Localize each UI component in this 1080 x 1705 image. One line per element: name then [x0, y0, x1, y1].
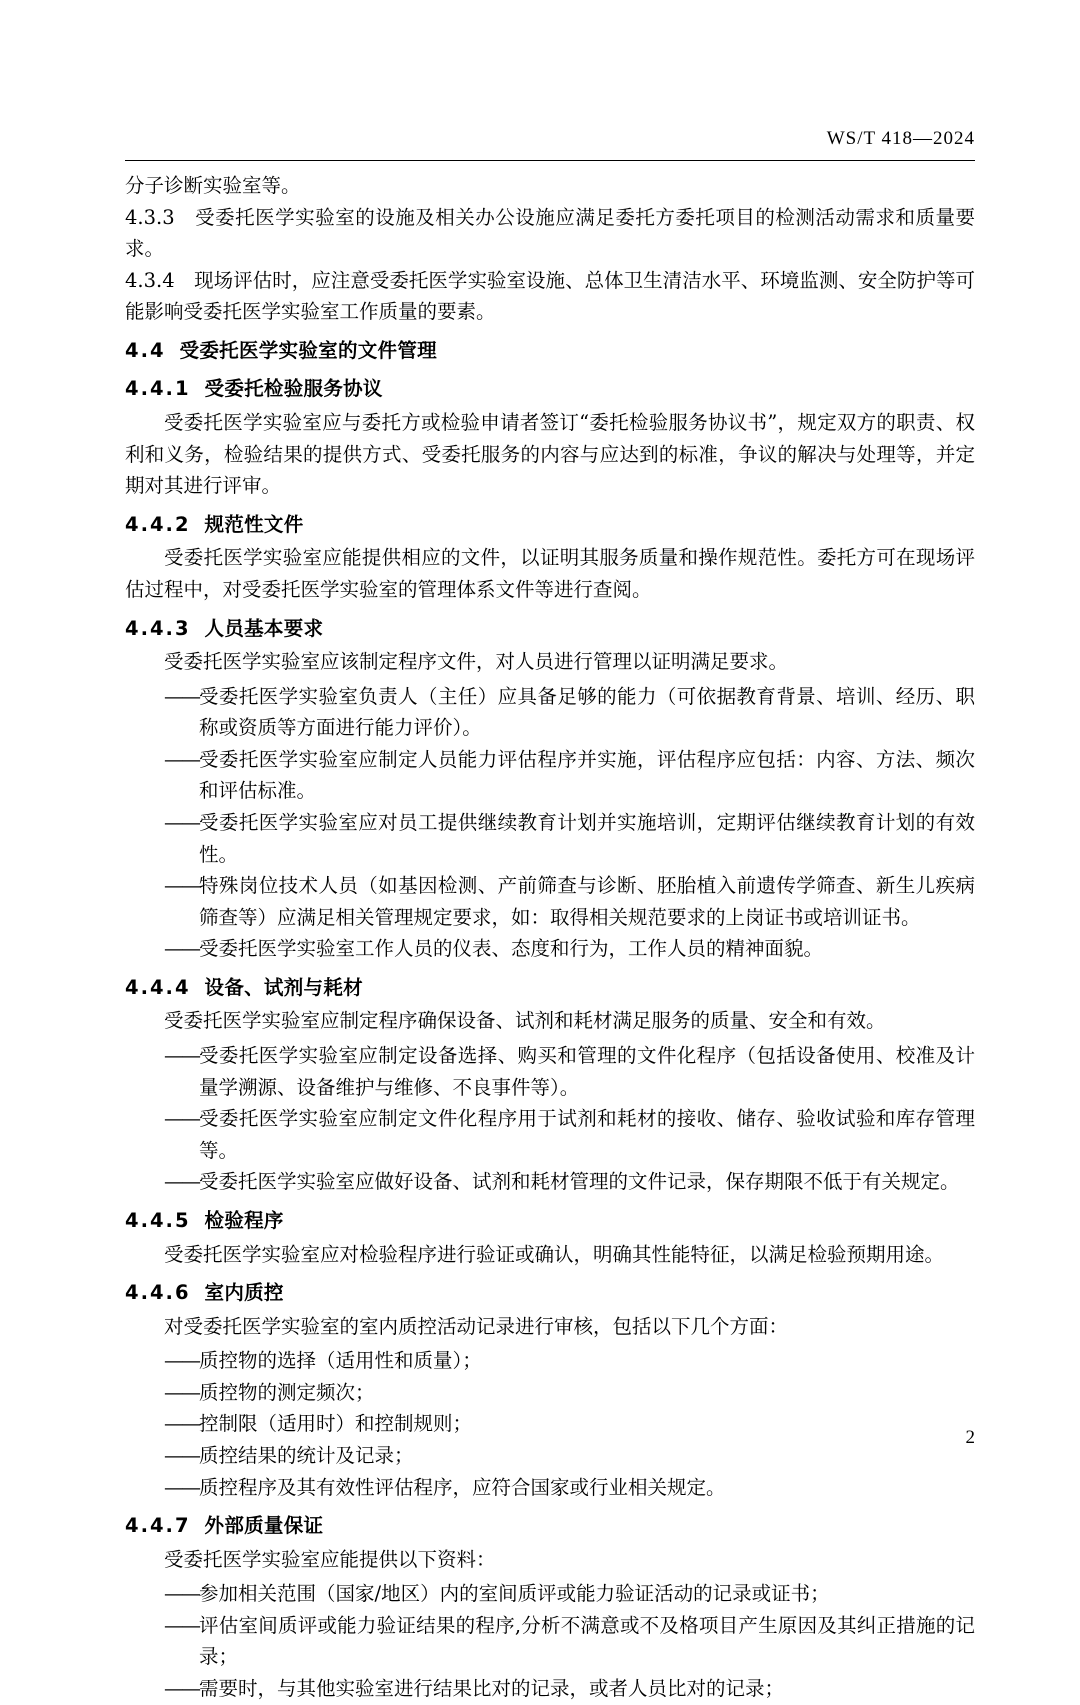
dash-marker: —— — [164, 937, 199, 961]
paragraph-4-4-2: 受委托医学实验室应能提供相应的文件，以证明其服务质量和操作规范性。委托方可在现场评估过程中，对受委托医学实验室的管理体系文件等进行查阅。 — [125, 546, 975, 601]
dash-marker: —— — [164, 747, 199, 771]
paragraph-4-4-7: 受委托医学实验室应能提供以下资料： — [164, 1547, 496, 1571]
dash-marker: —— — [164, 1412, 199, 1436]
list-item — [164, 1103, 975, 1166]
list-4-4-4 — [125, 1040, 975, 1198]
list-item-text: 评估室间质评或能力验证结果的程序,分析不满意或不及格项目产生原因及其纠正措施的记录； — [199, 1613, 975, 1669]
list-item — [164, 1345, 975, 1377]
heading-4-4-2-title: 规范性文件 — [204, 512, 304, 536]
heading-4-4-6-number: 4.4.6 — [125, 1281, 191, 1305]
clause-4-3-3: 4.3.3 受委托医学实验室的设施及相关办公设施应满足委托方委托项目的检测活动需求和质量要求。 — [125, 205, 975, 261]
heading-4-4-5 — [125, 1205, 975, 1237]
dash-marker: —— — [164, 1677, 199, 1701]
heading-4-4-number: 4.4 — [125, 338, 166, 362]
dash-marker: —— — [164, 1107, 199, 1131]
heading-4-4-3-title: 人员基本要求 — [204, 616, 324, 640]
heading-4-4-1-number: 4.4.1 — [125, 377, 191, 401]
paragraph-4-4-3: 受委托医学实验室应该制定程序文件，对人员进行管理以证明满足要求。 — [164, 650, 789, 674]
list-item-text: 参加相关范围（国家/地区）内的室间质评或能力验证活动的记录或证书； — [199, 1582, 830, 1606]
header-divider — [125, 160, 975, 161]
list-item-text: 控制限（适用时）和控制规则； — [199, 1412, 473, 1436]
heading-4-4-3 — [125, 613, 975, 645]
heading-4-4-1-title: 受委托检验服务协议 — [204, 377, 383, 401]
heading-4-4-2-number: 4.4.2 — [125, 512, 191, 536]
list-item-text: 受委托医学实验室应制定人员能力评估程序并实施，评估程序应包括：内容、方法、频次和评估标准。 — [199, 747, 975, 803]
clause-4-3-4: 4.3.4 现场评估时，应注意受委托医学实验室设施、总体卫生清洁水平、环境监测、安全防护等可能影响受委托医学实验室工作质量的要素。 — [125, 268, 975, 324]
list-item-text: 质控结果的统计及记录； — [199, 1443, 414, 1467]
paragraph-4-4-1: 受委托医学实验室应与委托方或检验申请者签订“委托检验服务协议书”，规定双方的职责、权利和义务，检验结果的提供方式、受委托服务的内容与应达到的标准，争议的解决与处理等，并定期对其进行评审。 — [125, 411, 975, 498]
list-item — [164, 807, 975, 870]
list-item-text: 受委托医学实验室应做好设备、试剂和耗材管理的文件记录，保存期限不低于有关规定。 — [199, 1170, 960, 1194]
dash-marker: —— — [164, 1170, 199, 1194]
list-item — [164, 933, 975, 965]
list-item-text: 受委托医学实验室工作人员的仪表、态度和行为，工作人员的精神面貌。 — [199, 937, 824, 961]
list-item-text: 受委托医学实验室应对员工提供继续教育计划并实施培训，定期评估继续教育计划的有效性。 — [199, 810, 975, 866]
heading-4-4-4-title: 设备、试剂与耗材 — [204, 975, 363, 999]
dash-marker: —— — [164, 1613, 199, 1637]
page-header-standard-code: WS/T 418—2024 — [826, 128, 975, 149]
list-item-text: 受委托医学实验室应制定设备选择、购买和管理的文件化程序（包括设备使用、校准及计量学溯源、设备维护与维修、不良事件等）。 — [199, 1044, 975, 1099]
paragraph-4-4-4: 受委托医学实验室应制定程序确保设备、试剂和耗材满足服务的质量、安全和有效。 — [164, 1009, 886, 1033]
list-item — [164, 1472, 975, 1504]
heading-4-4-2 — [125, 509, 975, 541]
dash-marker: —— — [164, 1582, 199, 1606]
dash-marker: —— — [164, 1349, 199, 1373]
list-item — [164, 1578, 975, 1610]
document-body — [125, 170, 975, 1705]
heading-4-4-1 — [125, 373, 975, 405]
dash-marker: —— — [164, 1044, 199, 1068]
dash-marker: —— — [164, 1443, 199, 1467]
list-4-4-7 — [125, 1578, 975, 1704]
paragraph-4-4-6: 对受委托医学实验室的室内质控活动记录进行审核，包括以下几个方面： — [164, 1314, 789, 1338]
list-item-text: 受委托医学实验室负责人（主任）应具备足够的能力（可依据教育背景、培训、经历、职称或资质等方面进行能力评价）。 — [199, 684, 975, 740]
list-item-text: 需要时，与其他实验室进行结果比对的记录，或者人员比对的记录； — [199, 1677, 785, 1701]
list-item — [164, 1377, 975, 1409]
paragraph-continued: 分子诊断实验室等。 — [125, 174, 301, 197]
heading-4-4-7 — [125, 1510, 975, 1542]
list-item-text: 特殊岗位技术人员（如基因检测、产前筛查与诊断、胚胎植入前遗传学筛查、新生儿疾病筛查等）应满足相关管理规定要求，如：取得相关规范要求的上岗证书或培训证书。 — [199, 874, 975, 929]
heading-4-4-3-number: 4.4.3 — [125, 616, 191, 640]
list-item-text: 质控程序及其有效性评估程序，应符合国家或行业相关规定。 — [199, 1475, 726, 1499]
list-item — [164, 1166, 975, 1198]
dash-marker: —— — [164, 874, 199, 898]
dash-marker: —— — [164, 1380, 199, 1404]
paragraph-4-4-5: 受委托医学实验室应对检验程序进行验证或确认，明确其性能特征，以满足检验预期用途。 — [164, 1242, 945, 1266]
list-item — [164, 870, 975, 933]
heading-4-4-4 — [125, 972, 975, 1004]
list-item — [164, 1040, 975, 1103]
list-item — [164, 744, 975, 807]
heading-4-4 — [125, 335, 975, 367]
list-4-4-3 — [125, 681, 975, 965]
list-item — [164, 1673, 975, 1705]
dash-marker: —— — [164, 684, 199, 708]
heading-4-4-5-title: 检验程序 — [204, 1208, 284, 1232]
list-item — [164, 1610, 975, 1673]
page-number: 2 — [965, 1427, 975, 1448]
list-item — [164, 1408, 975, 1440]
dash-marker: —— — [164, 810, 199, 834]
list-item-text: 质控物的测定频次； — [199, 1380, 375, 1404]
list-item-text: 质控物的选择（适用性和质量）； — [199, 1349, 482, 1373]
dash-marker: —— — [164, 1475, 199, 1499]
heading-4-4-6 — [125, 1277, 975, 1309]
list-item-text: 受委托医学实验室应制定文件化程序用于试剂和耗材的接收、储存、验收试验和库存管理等。 — [199, 1107, 975, 1162]
heading-4-4-title: 受委托医学实验室的文件管理 — [179, 338, 437, 362]
heading-4-4-7-title: 外部质量保证 — [204, 1514, 324, 1538]
heading-4-4-5-number: 4.4.5 — [125, 1208, 191, 1232]
list-item — [164, 1440, 975, 1472]
list-item — [164, 681, 975, 744]
list-4-4-6 — [125, 1345, 975, 1503]
heading-4-4-4-number: 4.4.4 — [125, 975, 191, 999]
heading-4-4-6-title: 室内质控 — [204, 1281, 284, 1305]
heading-4-4-7-number: 4.4.7 — [125, 1514, 191, 1538]
